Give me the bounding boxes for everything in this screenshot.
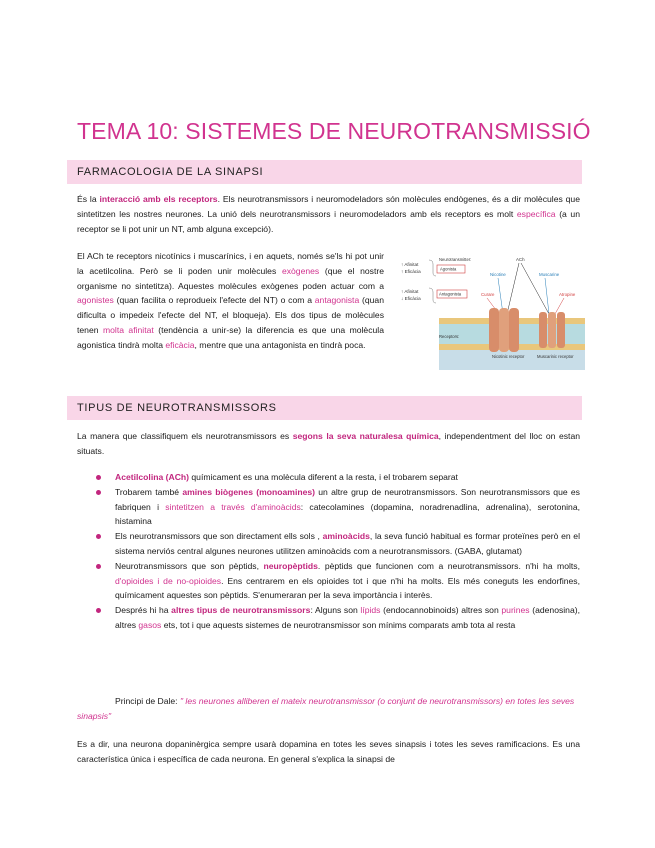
highlight-ach: Acetilcolina (ACh) <box>115 472 190 482</box>
paragraph-classificacio <box>77 429 580 459</box>
text-run: (a un receptor se li pot unir un NT, amb alguna excepció). <box>77 208 580 234</box>
highlight-especifica: específica <box>516 208 556 219</box>
label-muscarine: Muscarine <box>539 272 560 277</box>
text-run: Després hi ha <box>115 605 172 616</box>
highlight-interaccio: interacció amb els receptors <box>99 194 218 204</box>
text-run: químicament es una molècula diferent a la resta, i el trobarem separat <box>189 472 458 482</box>
label-muscarinic-receptor: Muscarinic receptor <box>537 354 574 359</box>
label-afinitat-up: ↑ Afinitat <box>401 262 419 267</box>
label-nicotinic-receptor: Nicotinic receptor <box>492 354 525 359</box>
text-run: (que el nostre organisme no sintetitza). Aquestes molècules exògenes poden actuar com a <box>77 265 385 291</box>
muscarinic-receptor-shape <box>539 312 565 348</box>
highlight-lipids: lípids <box>360 605 381 616</box>
bullet-dot <box>96 608 101 613</box>
label-ach: ACh <box>516 257 525 262</box>
highlight-altres: altres tipus de neurotransmissors <box>171 605 311 616</box>
nicotinic-receptor-shape <box>489 308 519 352</box>
highlight-afinitat: molta afinitat <box>102 324 154 335</box>
highlight-opioides: d'opioides i de no-opioides <box>115 575 222 586</box>
highlight-aminoacids: aminoàcids <box>322 531 370 542</box>
paragraph-dopaminergica: Es a dir, una neurona dopaninèrgica sempre usarà dopamina en totes les seves sinapsis i totes les seves ramificacions. Es una característica única i específica de cada neurona. En general s'explica la sinapsi de <box>77 739 580 764</box>
list-item-altres <box>96 603 580 633</box>
paragraph-interaccio <box>77 192 580 236</box>
highlight-eficacia: eficàcia <box>165 339 195 350</box>
text-run: , la seva funció habitual es formar proteïnes però en el sistema nerviós central algunes neurones utilitzen aminoàcids com a neurotransmissors. (GABA, glutamat) <box>115 531 580 556</box>
label-agonist: Agonista <box>440 266 457 272</box>
label-antagonist: Antagonista <box>439 291 462 297</box>
label-eficacia-up: ↑ Eficàcia <box>401 269 421 274</box>
bullet-dot <box>96 564 101 569</box>
highlight-amines: amines biògenes (monoamines) <box>182 486 315 497</box>
label-nicotine: Nicotine <box>490 272 506 277</box>
text-run: ets, tot i que aquests sistemes de neurotransmissor son mínims comparats amb tota al resta <box>161 619 516 630</box>
highlight-neuropeptids: neuropèptids <box>263 560 318 571</box>
text-run: (quan facilita o reprodueix l'efecte del NT) o com a <box>113 295 315 306</box>
text-run: . pèptids que funcionen com a neurotransmissors. n'hi ha molts, <box>317 560 580 571</box>
list-item-amines <box>96 485 580 529</box>
brace-top <box>429 260 436 276</box>
text-run: , independentment del lloc on estan situats. <box>77 431 580 456</box>
text-run: Els neurotransmissors que son directament ells sols , <box>115 531 323 542</box>
label-atropine: Atropine <box>559 292 576 297</box>
list-item-aminoacids <box>96 529 580 559</box>
bullet-dot <box>96 490 101 495</box>
page-title: TEMA 10: SISTEMES DE NEUROTRANSMISSIÓ <box>77 118 591 144</box>
bullet-dot <box>96 534 101 539</box>
highlight-exogenes: exògenes <box>281 265 320 276</box>
text-run: . Els neurotransmissors i neuromodeladors són molècules endògenes, és a dir molècules que sintetitzen les nostres neurones. La unió dels neurotransmissors i neuromodeladors amb els receptors es molt <box>77 194 580 219</box>
text-run: (adenosina), altres <box>115 605 580 630</box>
label-neurotransmitter: Neurotransmitter: <box>439 257 472 262</box>
paragraph-ach-receptors <box>77 249 384 353</box>
highlight-gasos: gasos <box>138 619 162 630</box>
bullet-dot <box>96 475 101 480</box>
highlight-antagonista: antagonista <box>314 295 360 306</box>
section-heading-tipus: TIPUS DE NEUROTRANSMISSORS <box>67 396 582 420</box>
label-curare: Curare <box>481 292 495 297</box>
text-run: , mentre que una antagonista en tindrà poca. <box>194 339 366 350</box>
neurotransmitter-type-list <box>96 470 580 633</box>
label-eficacia-down: ↓ Eficàcia <box>401 296 421 301</box>
text-run: : Alguns son <box>310 605 361 616</box>
text-run: La manera que classifiquem els neurotransmissors es <box>77 431 293 441</box>
text-run: : catecolamines (dopamina, noradrenadlina, adrenalina), serotonina, histamina <box>115 501 580 527</box>
text-run: un altre grup de neurotransmissors. Son neurotransmissors que es fabriquen i <box>115 486 580 512</box>
list-item-peptids <box>96 559 580 603</box>
text-run: (endocannobinoids) altres son <box>380 605 502 616</box>
highlight-purines: purines <box>501 605 530 616</box>
text-run: Neurotransmissors que son pèptids, <box>115 560 264 571</box>
text-run: (quan dificulta o impedeix l'efecte del NT, el bloqueja). Els dos tipus de molècules tenen <box>77 295 384 335</box>
list-item-acetilcolina <box>96 470 580 485</box>
highlight-sintetitzen: sintetitzen a través d'aminoàcids <box>165 501 301 512</box>
label-afinitat-up-2: ↑ Afinitat <box>401 289 419 294</box>
text-run: Principi de Dale: <box>115 696 180 706</box>
receptor-diagram <box>399 256 585 373</box>
highlight-naturalesa: segons la seva naturalesa química <box>292 431 439 441</box>
brace-bottom <box>429 288 436 303</box>
principi-de-dale <box>77 694 580 724</box>
text-run: . Ens centrarem en els opioides tot i que n'hi ha molts. Els més coneguts les endorfines, químicament aquestes son pèptids. S'enumeraran per la seva importància i interès. <box>115 575 580 601</box>
label-receptors: Receptors: <box>439 334 460 339</box>
ach-arrows <box>507 263 549 314</box>
section-heading-farmacologia: FARMACOLOGIA DE LA SINAPSI <box>67 160 582 184</box>
highlight-dale-quote: " les neurones alliberen el mateix neurotransmissor (o conjunt de neurotransmissors) en totes les seves sinapsis" <box>77 696 575 721</box>
cytoplasm <box>439 350 585 370</box>
text-run: És la <box>77 194 100 204</box>
text-run: (tendència a unir-se) la diferencia es que una molècula agonistica tindrà molta <box>77 324 384 350</box>
text-run: El ACh te receptors nicotínics i muscarínics, i en aquets, només se'ls hi pot unir la acetilcolina. Però se li poden unir molècules <box>77 251 384 276</box>
highlight-agonistes: agonistes <box>77 295 114 306</box>
text-run: Trobarem també <box>115 486 183 497</box>
